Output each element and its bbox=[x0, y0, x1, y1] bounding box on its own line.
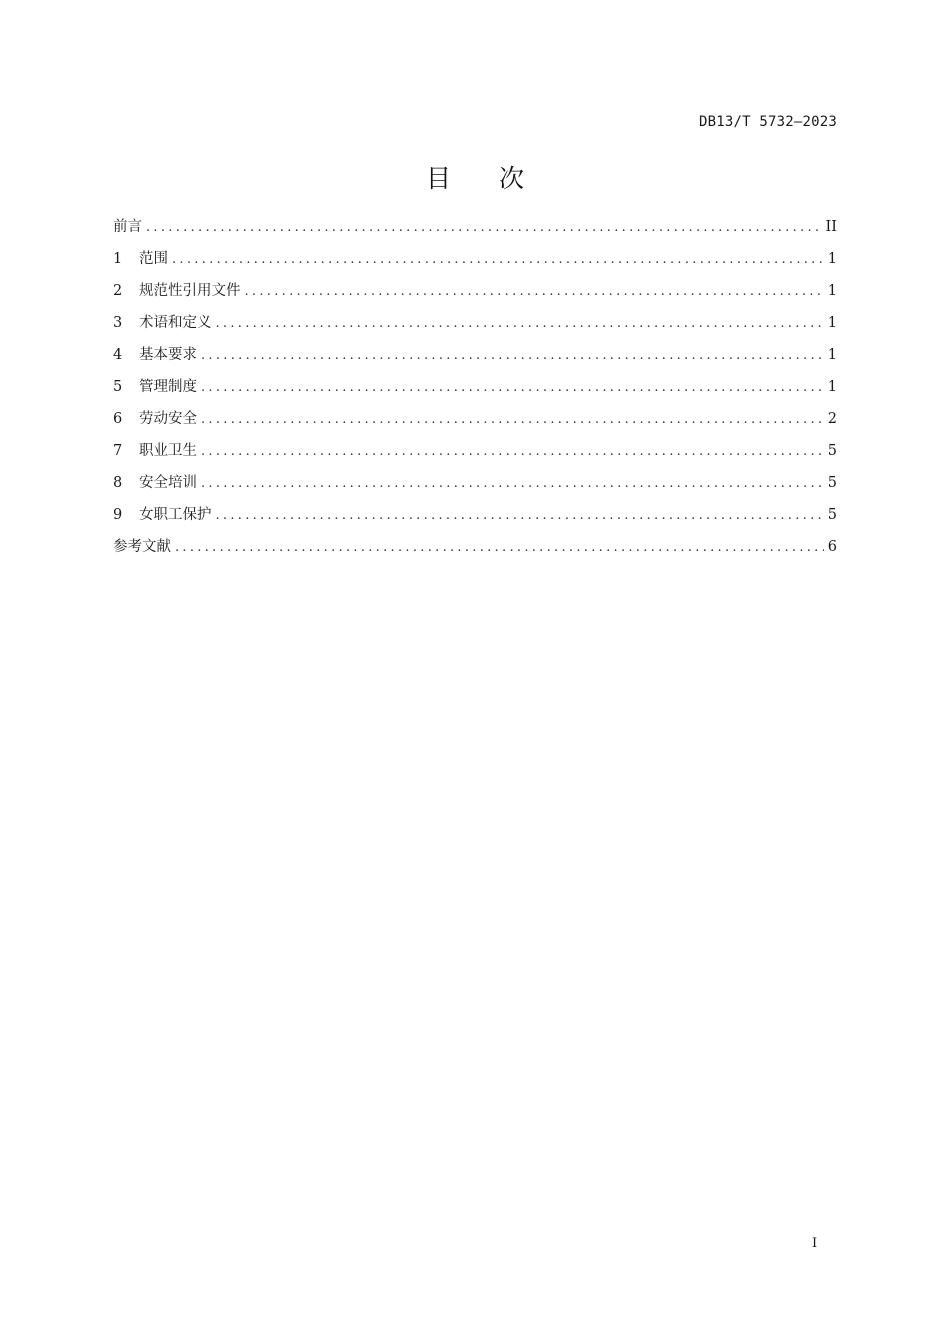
toc-entry-female-worker-protection[interactable] bbox=[113, 502, 837, 534]
toc-entry-label: 范围 bbox=[139, 251, 168, 267]
toc-entry-basic-requirements[interactable] bbox=[113, 342, 837, 374]
toc-entry-terms-definitions[interactable] bbox=[113, 310, 837, 342]
toc-entry-number: 4 bbox=[113, 347, 123, 363]
dot-leader bbox=[216, 503, 824, 529]
toc-entry-label: 基本要求 bbox=[139, 347, 197, 363]
toc-entry-page: 6 bbox=[827, 539, 837, 555]
toc-entry-number: 8 bbox=[113, 475, 123, 491]
dot-leader bbox=[201, 407, 824, 433]
dot-leader bbox=[172, 247, 824, 273]
toc-entry-number: 7 bbox=[113, 443, 123, 459]
toc-entry-label: 劳动安全 bbox=[139, 411, 197, 427]
toc-entry-label: 管理制度 bbox=[139, 379, 197, 395]
toc-entry-page: 5 bbox=[827, 475, 837, 491]
toc-entry-label: 规范性引用文件 bbox=[139, 283, 241, 299]
dot-leader bbox=[201, 439, 824, 465]
toc-entry-labor-safety[interactable] bbox=[113, 406, 837, 438]
document-code: DB13/T 5732—2023 bbox=[698, 114, 837, 130]
dot-leader bbox=[201, 343, 824, 369]
dot-leader bbox=[245, 279, 824, 305]
toc-entry-page: 5 bbox=[827, 507, 837, 523]
dot-leader bbox=[201, 471, 824, 497]
toc-entry-scope[interactable] bbox=[113, 246, 837, 278]
page-title: 目次 bbox=[425, 163, 572, 193]
toc-entry-page: 1 bbox=[827, 251, 837, 267]
dot-leader bbox=[175, 535, 824, 561]
toc-entry-number: 1 bbox=[113, 251, 123, 267]
dot-leader bbox=[201, 375, 824, 401]
toc-entry-normative-references[interactable] bbox=[113, 278, 837, 310]
toc-entry-number: 2 bbox=[113, 283, 123, 299]
toc-entry-number: 5 bbox=[113, 379, 123, 395]
toc-entry-page: 1 bbox=[827, 347, 837, 363]
toc-entry-page: 2 bbox=[827, 411, 837, 427]
toc-entry-label: 职业卫生 bbox=[139, 443, 197, 459]
toc-entry-page: 1 bbox=[827, 315, 837, 331]
toc-entry-label: 术语和定义 bbox=[139, 315, 212, 331]
toc-entry-safety-training[interactable] bbox=[113, 470, 837, 502]
toc-entry-page: 5 bbox=[827, 443, 837, 459]
toc-entry-management-system[interactable] bbox=[113, 374, 837, 406]
toc-entry-occupational-health[interactable] bbox=[113, 438, 837, 470]
page-number: I bbox=[812, 1236, 818, 1251]
toc-entry-number: 6 bbox=[113, 411, 123, 427]
toc-entry-page: 1 bbox=[827, 379, 837, 395]
table-of-contents bbox=[113, 214, 837, 566]
toc-entry-page: 1 bbox=[827, 283, 837, 299]
toc-entry-label: 前言 bbox=[113, 219, 142, 235]
dot-leader bbox=[216, 311, 824, 337]
toc-entry-foreword[interactable] bbox=[113, 214, 837, 246]
toc-entry-page: II bbox=[825, 219, 837, 235]
toc-entry-label: 参考文献 bbox=[113, 539, 171, 555]
toc-entry-number: 3 bbox=[113, 315, 123, 331]
dot-leader bbox=[146, 215, 822, 241]
toc-entry-label: 女职工保护 bbox=[139, 507, 212, 523]
toc-entry-label: 安全培训 bbox=[139, 475, 197, 491]
toc-entry-bibliography[interactable] bbox=[113, 534, 837, 566]
toc-entry-number: 9 bbox=[113, 507, 123, 523]
